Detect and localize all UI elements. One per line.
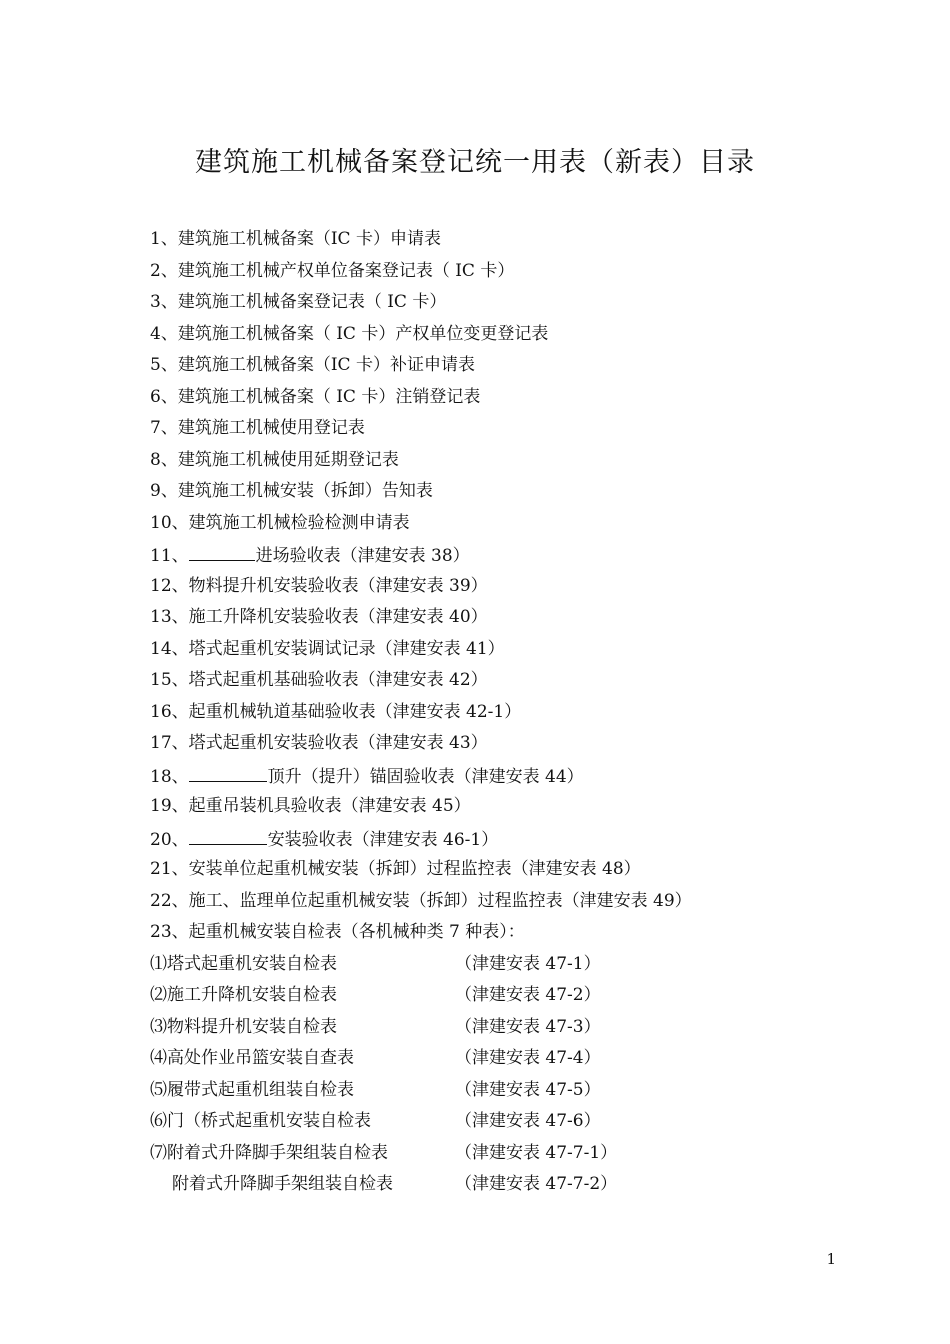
- list-item-text: 22、施工、监理单位起重机械安装（拆卸）过程监控表（津建安表 49）: [150, 890, 692, 911]
- list-item: [150, 762, 870, 794]
- list-item-text: 顶升（提升）锚固验收表（津建安表 44）: [267, 766, 584, 787]
- sub-item-code: （津建安表 47-7-1）: [455, 1142, 618, 1163]
- list-item-text: 7、建筑施工机械使用登记表: [150, 418, 365, 438]
- sub-item-name: ⑷高处作业吊篮安装自查表: [150, 1048, 354, 1068]
- list-item: [150, 258, 870, 290]
- list-item: [150, 321, 870, 353]
- list-item-text: 1、建筑施工机械备案（IC 卡）申请表: [150, 229, 441, 249]
- list-item: [150, 226, 870, 258]
- list-item-text: 4、建筑施工机械备案（ IC 卡）产权单位变更登记表: [150, 323, 549, 344]
- list-item-text: 8、建筑施工机械使用延期登记表: [150, 449, 399, 470]
- sub-list-item: [150, 1077, 870, 1109]
- list-item-number: 18、: [150, 766, 189, 787]
- sub-item-code: （津建安表 47-4）: [455, 1048, 601, 1068]
- sub-item-code: （津建安表 47-7-2）: [455, 1174, 618, 1194]
- list-item-text: 10、建筑施工机械检验检测申请表: [150, 512, 410, 533]
- list-item: [150, 541, 870, 573]
- sub-item-name: ⑴塔式起重机安装自检表: [150, 953, 337, 974]
- list-item-text: 2、建筑施工机械产权单位备案登记表（ IC 卡）: [150, 260, 515, 281]
- sub-item-name: ⑵施工升降机安装自检表: [150, 985, 337, 1005]
- list-item: [150, 856, 870, 888]
- list-item: [150, 667, 870, 699]
- sub-list-item: [150, 982, 870, 1014]
- list-item-text: 21、安装单位起重机械安装（拆卸）过程监控表（津建安表 48）: [150, 859, 641, 879]
- fill-in-blank: [189, 762, 267, 782]
- list-item: [150, 573, 870, 605]
- sub-item-name: ⑶物料提升机安装自检表: [150, 1016, 337, 1037]
- list-item: [150, 478, 870, 510]
- list-item-text: 16、起重机械轨道基础验收表（津建安表 42-1）: [150, 701, 522, 722]
- list-item: [150, 793, 870, 825]
- sub-item-code: （津建安表 47-6）: [455, 1111, 601, 1131]
- list-item: [150, 510, 870, 542]
- sub-list-item: [150, 951, 870, 983]
- sub-list-item: [150, 1014, 870, 1046]
- list-item: [150, 825, 870, 857]
- list-item: [150, 636, 870, 668]
- sub-list-item: [150, 1140, 870, 1172]
- list-item-text: 安装验收表（津建安表 46-1）: [267, 829, 499, 850]
- list-item-text: 14、塔式起重机安装调试记录（津建安表 41）: [150, 638, 505, 659]
- list-item: [150, 730, 870, 762]
- list-item-text: 5、建筑施工机械备案（IC 卡）补证申请表: [150, 355, 475, 375]
- list-item-text: 23、起重机械安装自检表（各机械种类 7 种表）：: [150, 922, 525, 942]
- table-of-contents: [150, 226, 870, 1203]
- sub-item-code: （津建安表 47-3）: [455, 1016, 601, 1037]
- fill-in-blank: [189, 541, 255, 561]
- list-item: [150, 699, 870, 731]
- list-item-text: 3、建筑施工机械备案登记表（ IC 卡）: [150, 292, 447, 312]
- list-item: [150, 919, 870, 951]
- list-item: [150, 888, 870, 920]
- list-item-text: 13、施工升降机安装验收表（津建安表 40）: [150, 607, 488, 627]
- list-item: [150, 352, 870, 384]
- sub-item-name: 附着式升降脚手架组装自检表: [172, 1174, 393, 1194]
- list-item-number: 11、: [150, 546, 189, 566]
- sub-item-name: ⑹门（桥式起重机安装自检表: [150, 1111, 371, 1131]
- sub-item-code: （津建安表 47-1）: [455, 953, 601, 974]
- list-item-text: 6、建筑施工机械备案（ IC 卡）注销登记表: [150, 386, 481, 407]
- sub-item-code: （津建安表 47-5）: [455, 1079, 601, 1100]
- list-item-text: 19、起重吊装机具验收表（津建安表 45）: [150, 796, 471, 816]
- page-number: 1: [826, 1250, 836, 1268]
- sub-item-code: （津建安表 47-2）: [455, 985, 601, 1005]
- sub-list-item: [150, 1045, 870, 1077]
- list-item-text: 进场验收表（津建安表 38）: [255, 546, 470, 566]
- sub-item-name: ⑸履带式起重机组装自检表: [150, 1079, 354, 1100]
- list-item: [150, 289, 870, 321]
- fill-in-blank: [189, 825, 267, 845]
- sub-list-item: [150, 1108, 870, 1140]
- sub-item-name: ⑺附着式升降脚手架组装自检表: [150, 1142, 388, 1163]
- list-item-text: 15、塔式起重机基础验收表（津建安表 42）: [150, 670, 488, 690]
- sub-list-item: [150, 1171, 870, 1203]
- list-item: [150, 415, 870, 447]
- list-item: [150, 384, 870, 416]
- list-item-text: 9、建筑施工机械安装（拆卸）告知表: [150, 481, 433, 501]
- list-item-text: 17、塔式起重机安装验收表（津建安表 43）: [150, 733, 488, 753]
- list-item: [150, 604, 870, 636]
- list-item-text: 12、物料提升机安装验收表（津建安表 39）: [150, 575, 488, 596]
- page-title: 建筑施工机械备案登记统一用表（新表）目录: [195, 147, 755, 178]
- list-item: [150, 447, 870, 479]
- list-item-number: 20、: [150, 829, 189, 850]
